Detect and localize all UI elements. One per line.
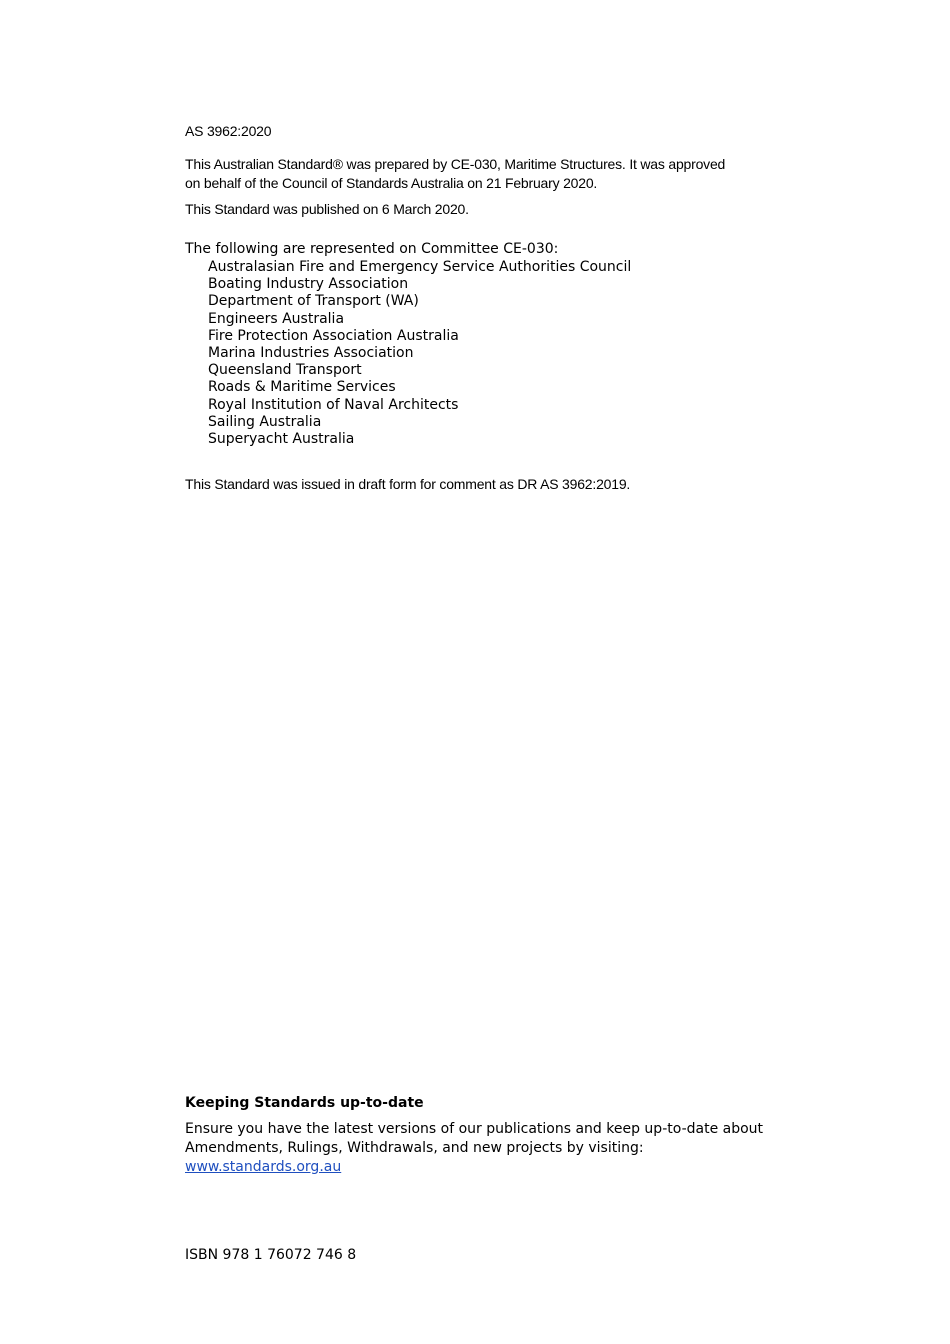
draft-note: This Standard was issued in draft form for comment as DR AS 3962:2019. [185,476,631,492]
isbn: ISBN 978 1 76072 746 8 [185,1247,357,1263]
committee-member: Superyacht Australia [208,431,355,448]
keeping-line-2: Amendments, Rulings, Withdrawals, and new projects by visiting: [185,1140,644,1156]
publication-date-statement: This Standard was published on 6 March 2020. [185,201,469,217]
committee-member: Marina Industries Association [208,345,414,362]
committee-member: Australasian Fire and Emergency Service Authorities Council [208,259,632,275]
committee-member: Boating Industry Association [208,276,409,293]
committee-member: Queensland Transport [208,362,362,379]
committee-member: Fire Protection Association Australia [208,327,459,344]
committee-intro: The following are represented on Committee CE-030: [185,241,559,257]
committee-member: Engineers Australia [208,310,345,327]
standards-website-link[interactable]: www.standards.org.au [185,1159,342,1175]
committee-member: Sailing Australia [208,413,322,430]
preparation-statement [185,155,785,193]
standard-id: AS 3962:2020 [185,123,272,139]
committee-member: Royal Institution of Naval Architects [208,396,459,413]
keeping-up-to-date-body [185,1120,785,1177]
committee-section [185,240,785,448]
preparation-line-2: on behalf of the Council of Standards Australia on 21 February 2020. [185,175,598,191]
keeping-line-1: Ensure you have the latest versions of our publications and keep up-to-date about [185,1121,764,1137]
committee-member: Roads & Maritime Services [208,379,396,396]
preparation-line-1: This Australian Standard® was prepared by CE-030, Maritime Structures. It was approved [185,156,726,172]
keeping-up-to-date-heading: Keeping Standards up-to-date [185,1095,424,1111]
committee-member-list [185,259,785,448]
committee-member: Department of Transport (WA) [208,293,419,310]
